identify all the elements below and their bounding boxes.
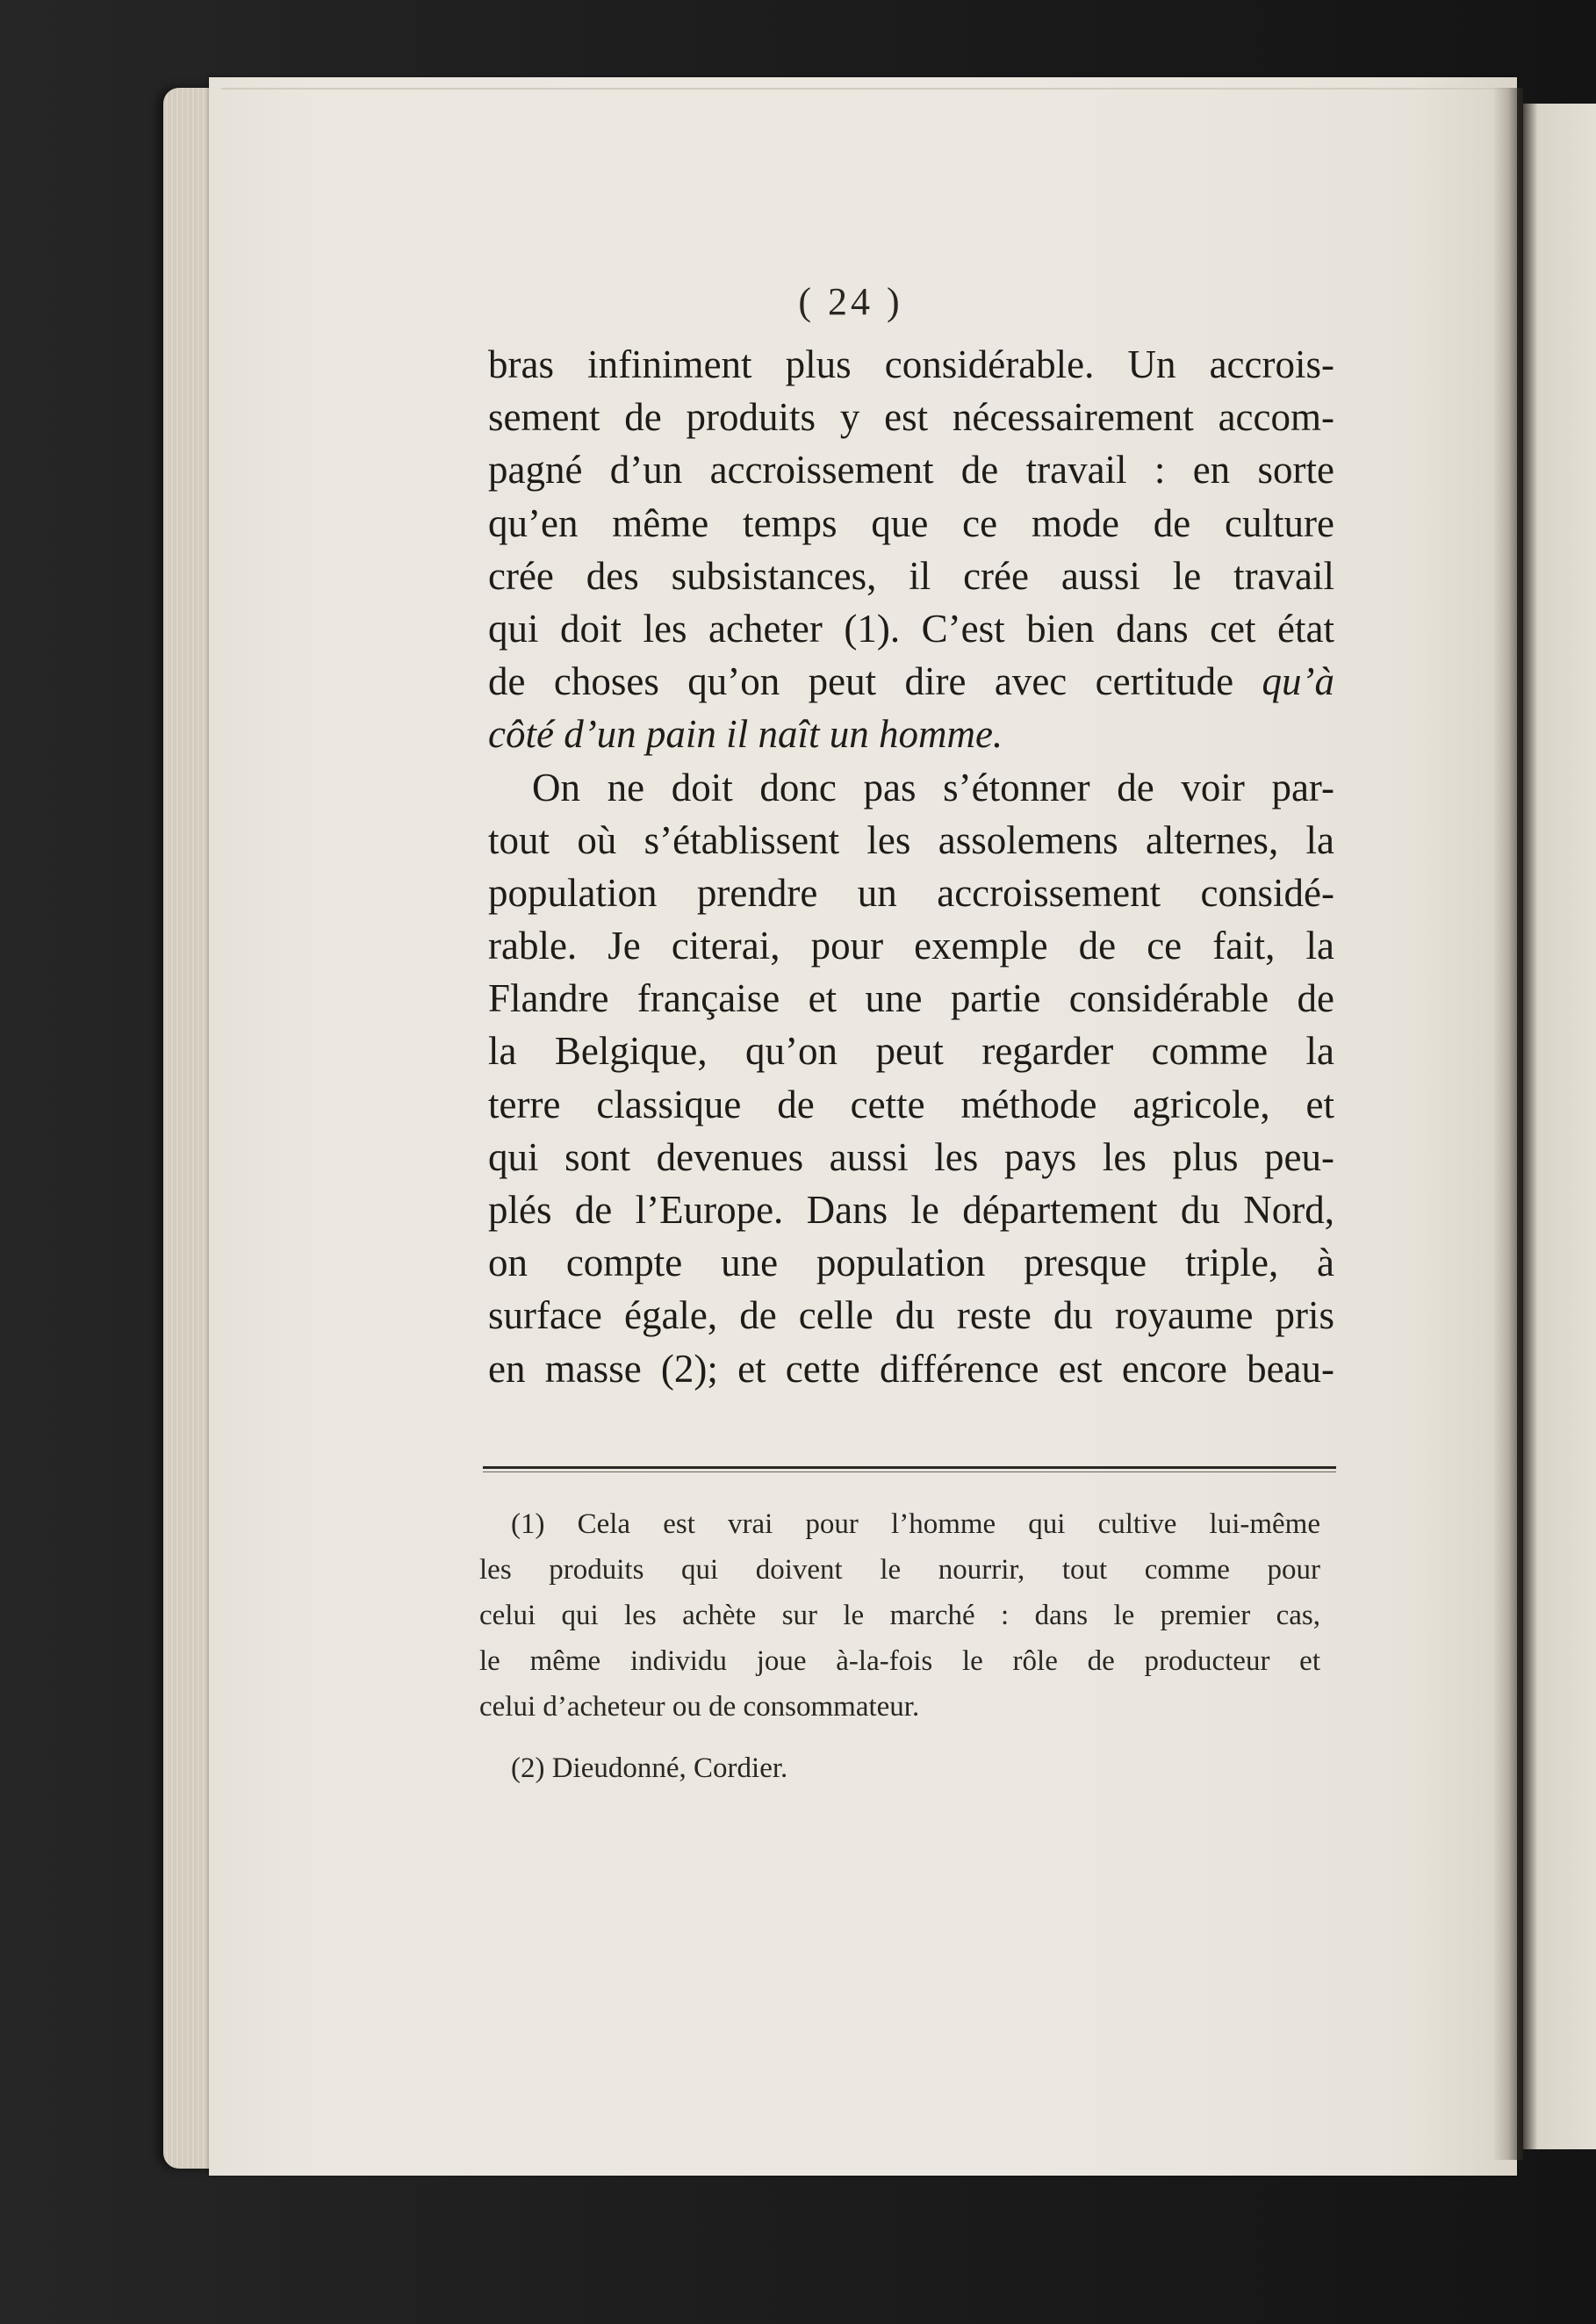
page-number: ( 24 ) [798,280,903,323]
footnote-line: le même individu joue à-la-fois le rôle de producteur et [479,1645,1320,1677]
footnote-2 [479,1745,1320,1791]
footnotes [479,1501,1320,1791]
text-line: qui sont devenues aussi les pays les plus peu- [488,1134,1334,1179]
text-line-italic: côté d’un pain il naît un homme. [488,712,1003,757]
footnote-line: (1) Cela est vrai pour l’homme qui cultive lui-même [511,1508,1320,1540]
text-line: bras infiniment plus considérable. Un accrois- [488,342,1334,386]
footnote-line: celui d’acheteur ou de consommateur. [479,1691,920,1723]
text-line: population prendre un accroissement considé- [488,870,1334,915]
text-line: rable. Je citerai, pour exemple de ce fait, la [488,924,1334,968]
italic-segment: qu’à [1262,659,1335,704]
footnote-line: celui qui les achète sur le marché : dans le premier cas, [479,1600,1320,1631]
text-segment: de choses qu’on peut dire avec certitude [488,659,1234,704]
text-line: pagné d’un accroissement de travail : en sorte [488,448,1334,493]
text-line: en masse (2); et cette différence est encore beau- [488,1346,1334,1391]
footnote-rule [483,1466,1336,1469]
footnote-rule-thin [483,1471,1336,1472]
text-line: qu’en même temps que ce mode de culture [488,500,1334,545]
paragraph-start-line: On ne doit donc pas s’étonner de voir par- [532,765,1334,809]
text-line: terre classique de cette méthode agricole, et [488,1082,1334,1126]
text-line: la Belgique, qu’on peut regarder comme la [488,1029,1334,1074]
main-text [488,338,1334,1395]
facing-page-edge [1523,104,1596,2149]
text-line-with-italic [488,655,1334,708]
book-gutter [1492,88,1523,2160]
text-line: qui doit les acheter (1). C’est bien dans cet état [488,606,1334,651]
text-line: tout où s’établissent les assolemens alternes, la [488,817,1334,862]
text-line: on compte une population presque triple, à [488,1241,1334,1285]
text-line: plés de l’Europe. Dans le département du Nord, [488,1188,1334,1232]
footnote-line: (2) Dieudonné, Cordier. [511,1752,788,1784]
text-line: crée des subsistances, il crée aussi le travail [488,553,1334,598]
footnote-1 [479,1501,1320,1730]
text-line: surface égale, de celle du reste du royaume pris [488,1293,1334,1338]
footnote-line: les produits qui doivent le nourrir, tout comme pour [479,1554,1320,1586]
text-line: sement de produits y est nécessairement accom- [488,395,1334,440]
text-line: Flandre française et une partie considérable de [488,976,1334,1021]
